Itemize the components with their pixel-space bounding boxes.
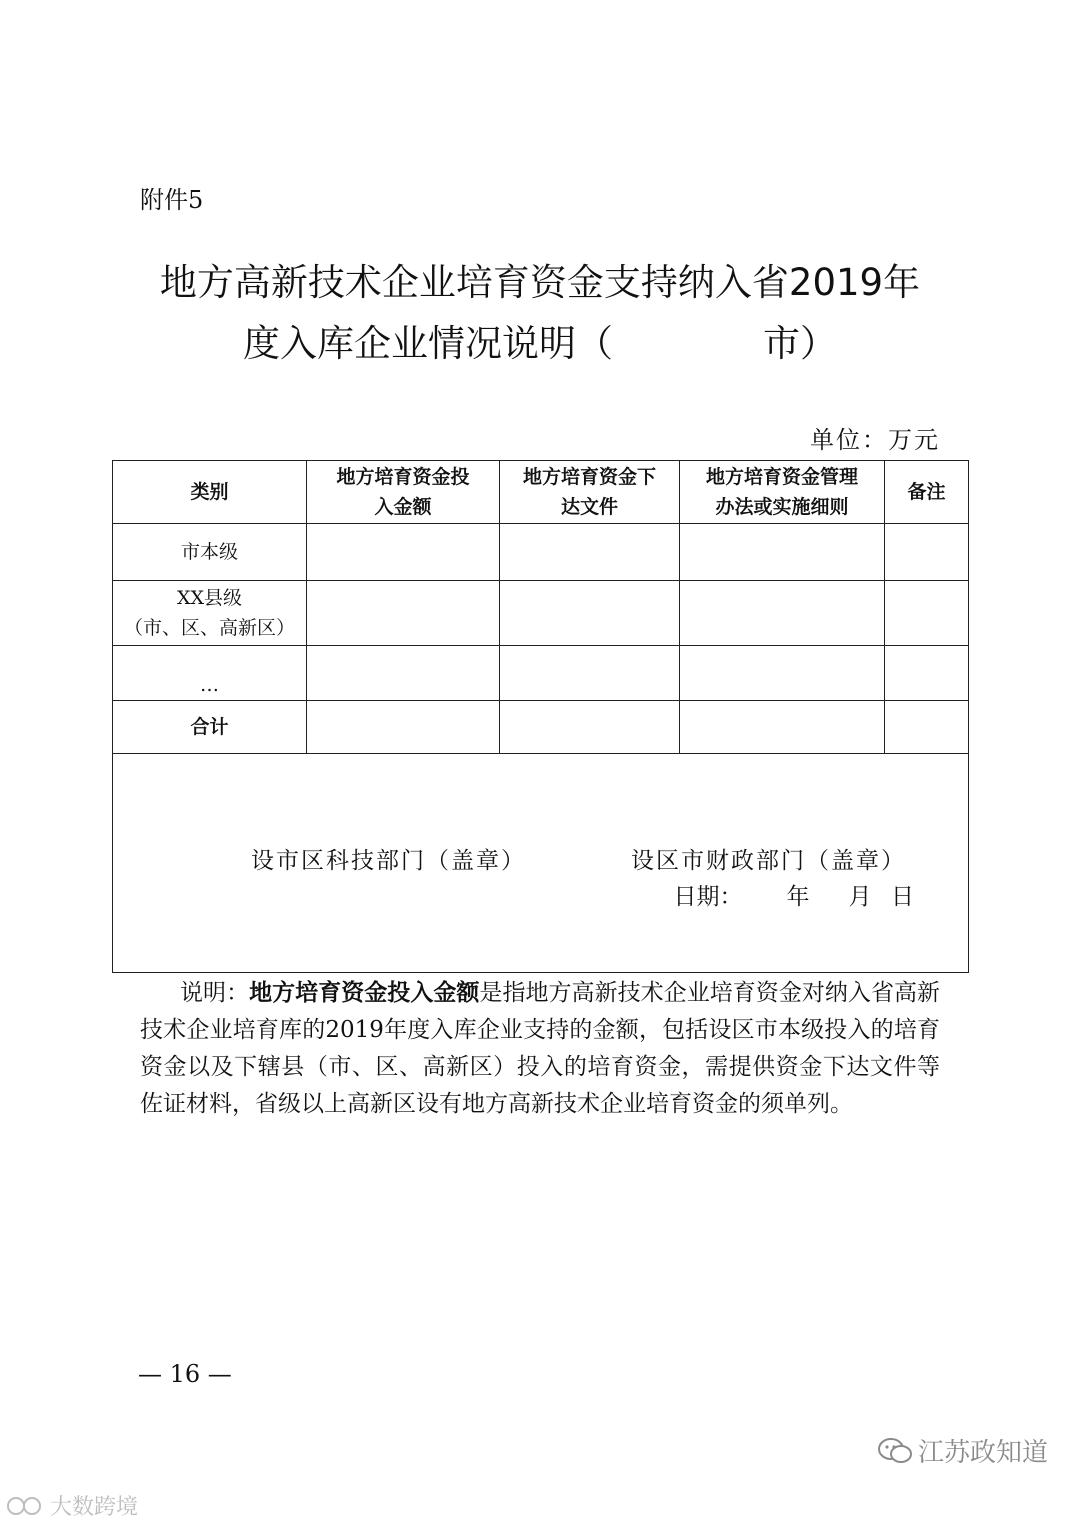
- explanation-note: [140, 975, 940, 1123]
- note-text: 是指地方高新技术企业培育资金对纳入省高新技术企业培育库的2019年度入库企业支持的金额，包括设区市本级投入的培育资金以及下辖县（市、区、高新区）投入的培育资金，需提供资金下达文件等佐证材料，省级以上高新区设有地方高新技术企业培育资金的须单列。: [140, 980, 940, 1117]
- cell-remarks[interactable]: [885, 646, 969, 701]
- watermark-right: [878, 1432, 1048, 1469]
- cell-investment[interactable]: [307, 581, 500, 646]
- cell-document[interactable]: [500, 646, 680, 701]
- fin-dept-seal: 设区市财政部门（盖章）: [631, 848, 906, 874]
- note-label: 说明：: [180, 980, 250, 1006]
- page-number: — 16 —: [138, 1360, 232, 1388]
- total-row: [113, 701, 969, 754]
- table-row: [113, 646, 969, 701]
- cell-investment[interactable]: [307, 646, 500, 701]
- row-category: XX县级 （市、区、高新区）: [113, 581, 307, 646]
- table-row: [113, 581, 969, 646]
- date-line: [649, 882, 914, 912]
- header-row: [113, 461, 969, 524]
- cell-document[interactable]: [500, 581, 680, 646]
- date-label: 日期：: [673, 884, 743, 910]
- cell-regulation[interactable]: [680, 581, 885, 646]
- watermark-right-text: 江苏政知道: [917, 1438, 1048, 1468]
- cell-investment[interactable]: [307, 524, 500, 581]
- year-label: 年: [786, 884, 810, 910]
- row-category: …: [113, 646, 307, 701]
- cell-regulation[interactable]: [680, 524, 885, 581]
- month-label: 月: [848, 884, 872, 910]
- note-term: 地方培育资金投入金额: [249, 980, 480, 1006]
- document-title-line1: 地方高新技术企业培育资金支持纳入省2019年: [159, 261, 921, 304]
- watermark-left: [6, 1490, 138, 1521]
- title-prefix: 度入库企业情况说明（: [243, 322, 613, 365]
- signature-area: [113, 754, 969, 973]
- attachment-label: 附件5: [140, 186, 204, 214]
- sci-dept-seal: 设市区科技部门（盖章）: [251, 848, 526, 874]
- header-regulation: 地方培育资金管理 办法或实施细则: [680, 461, 885, 524]
- brand-logo-icon: [6, 1494, 46, 1518]
- table-row: [113, 524, 969, 581]
- header-investment: 地方培育资金投 入金额: [307, 461, 500, 524]
- cell-document[interactable]: [500, 524, 680, 581]
- row-category: 市本级: [113, 524, 307, 581]
- wechat-icon: [878, 1437, 912, 1465]
- signature-row: [113, 754, 969, 973]
- cell-remarks[interactable]: [885, 581, 969, 646]
- document-title-line2: [0, 313, 1080, 367]
- header-remarks: 备注: [885, 461, 969, 524]
- header-document: 地方培育资金下 达文件: [500, 461, 680, 524]
- report-table: [112, 460, 969, 973]
- cell-regulation[interactable]: [680, 646, 885, 701]
- title-suffix: 市）: [763, 322, 837, 365]
- cell-investment[interactable]: [307, 701, 500, 754]
- day-label: 日: [891, 884, 914, 910]
- cell-remarks[interactable]: [885, 524, 969, 581]
- cell-document[interactable]: [500, 701, 680, 754]
- cell-remarks[interactable]: [885, 701, 969, 754]
- unit-label: 单位：万元: [810, 426, 940, 454]
- header-category: 类别: [113, 461, 307, 524]
- cell-regulation[interactable]: [680, 701, 885, 754]
- row-category-total: 合计: [113, 701, 307, 754]
- watermark-left-text: 大数跨境: [50, 1495, 139, 1520]
